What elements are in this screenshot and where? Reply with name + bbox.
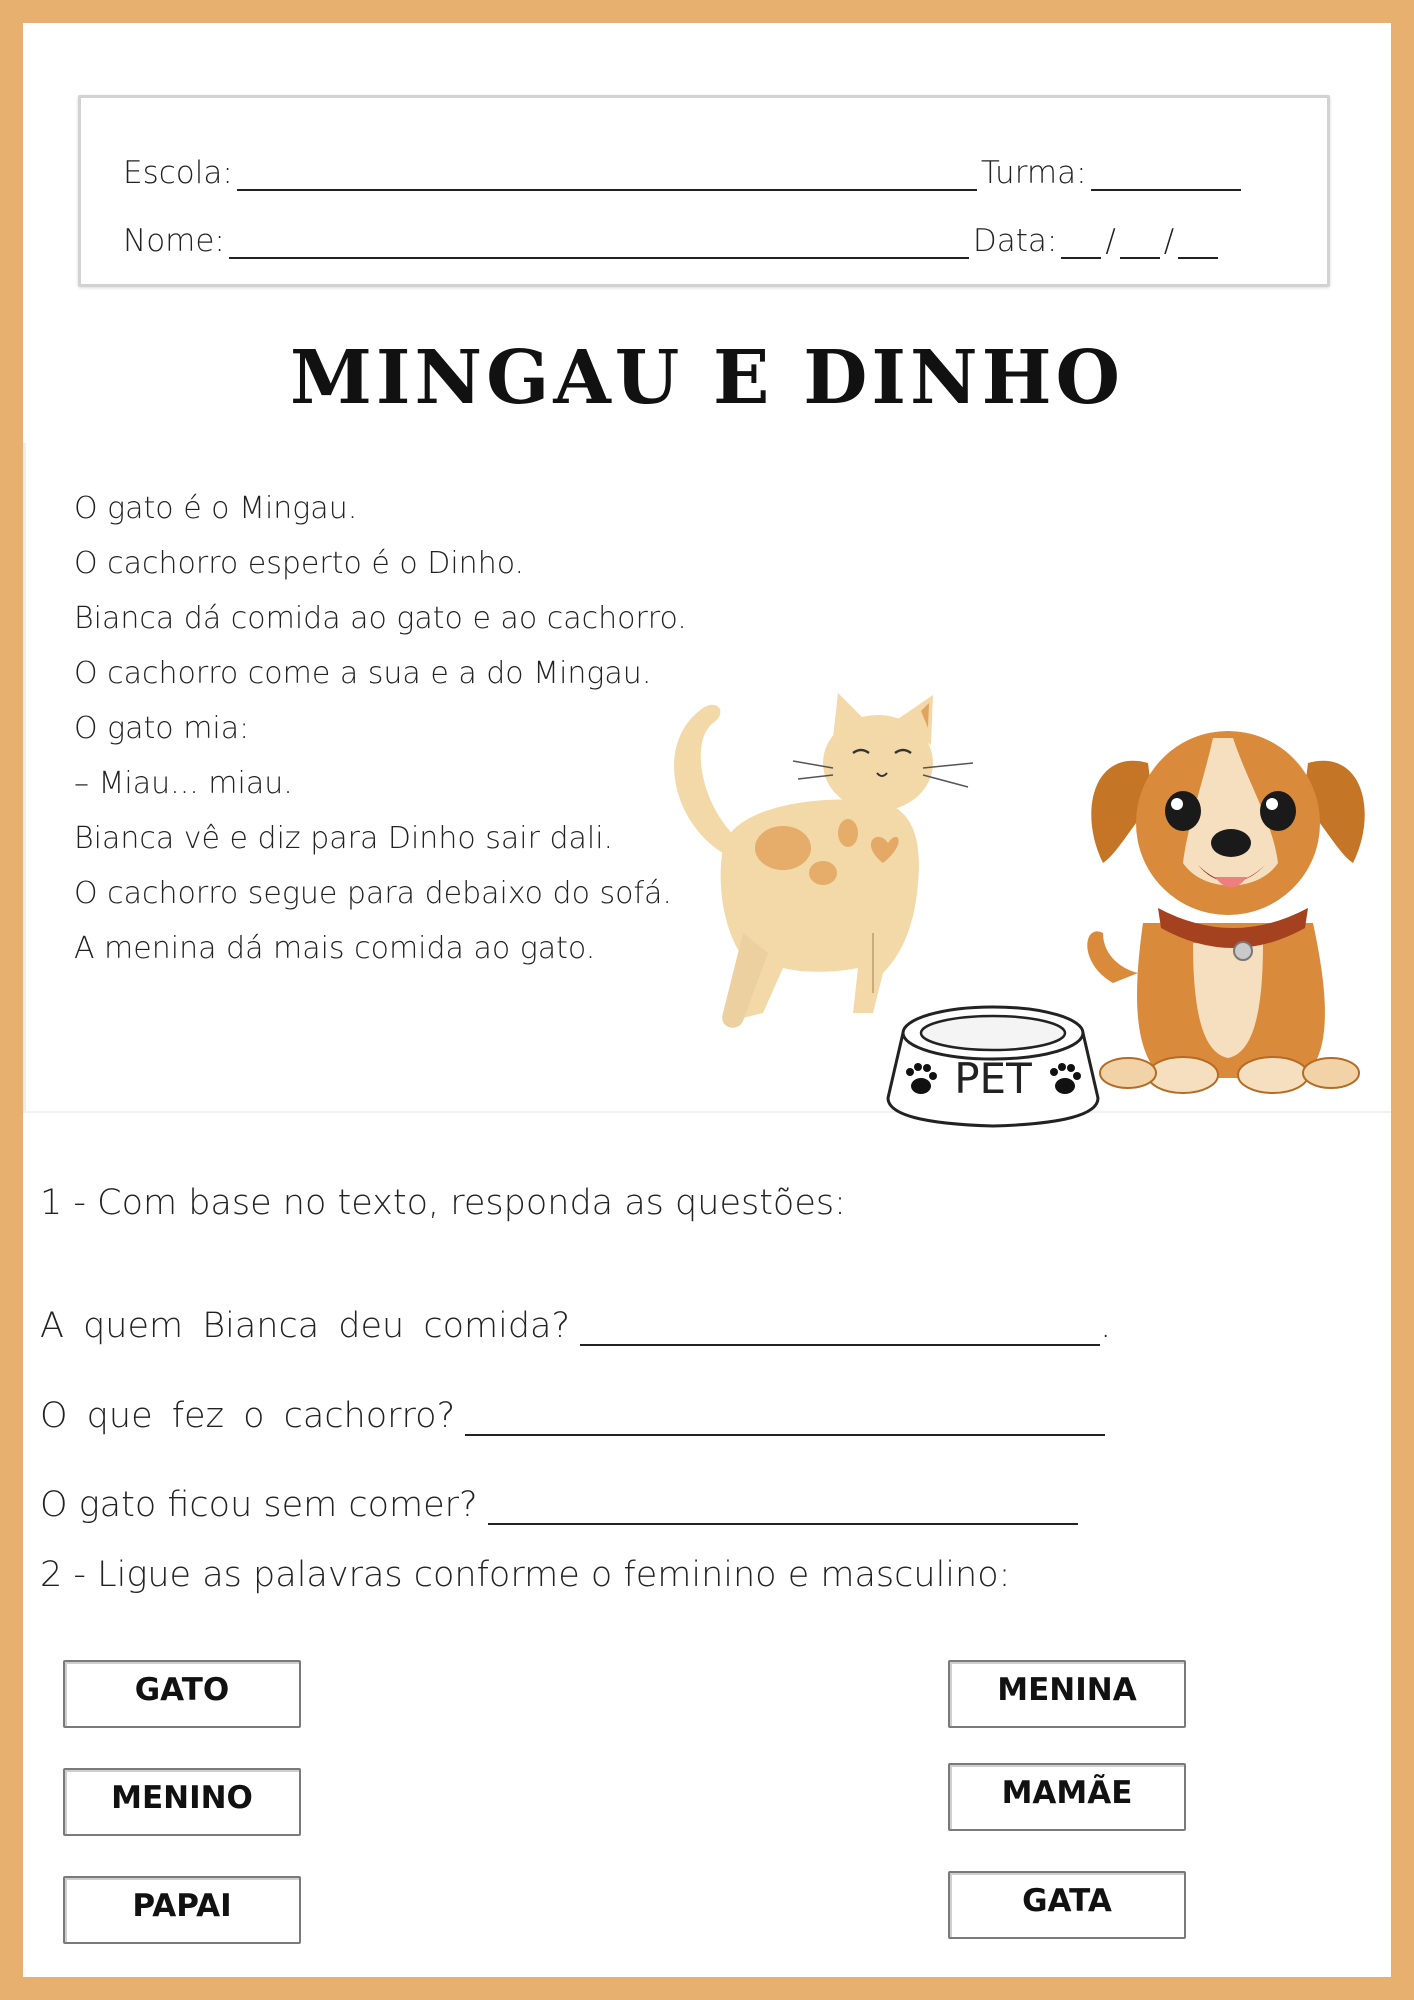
story-line: O cachorro esperto é o Dinho. [74, 546, 525, 581]
story-line: O gato mia: [74, 711, 250, 746]
match-left-word[interactable]: MENINO [63, 1768, 301, 1836]
date-day-line[interactable] [1061, 227, 1101, 259]
school-field [123, 155, 1245, 191]
match-right-word[interactable]: MAMÃE [948, 1763, 1186, 1831]
match-left-word[interactable]: GATO [63, 1660, 301, 1728]
question-2-heading: 2 - Ligue as palavras conforme o feminino e masculino: [40, 1555, 1011, 1595]
name-field [123, 223, 1222, 259]
name-label: Nome: [123, 223, 225, 259]
story-line: O gato é o Mingau. [74, 491, 358, 526]
pet-bowl-icon [883, 988, 1103, 1138]
question-1b [40, 1396, 1105, 1436]
story-line: – Miau... miau. [74, 766, 293, 801]
puppy-icon [1073, 693, 1383, 1093]
class-input-line[interactable] [1091, 159, 1241, 191]
date-label: Data: [972, 223, 1058, 259]
name-input-line[interactable] [229, 227, 969, 259]
school-input-line[interactable] [237, 159, 977, 191]
story-line: A menina dá mais comida ao gato. [74, 931, 596, 966]
question-text: A quem Bianca deu comida? [40, 1306, 571, 1346]
story-line: O cachorro segue para debaixo do sofá. [74, 876, 672, 911]
question-1a [40, 1306, 1111, 1346]
date-slash: / [1105, 223, 1116, 259]
worksheet-page [23, 23, 1391, 1977]
match-right-word[interactable]: MENINA [948, 1660, 1186, 1728]
answer-line-1a[interactable] [580, 1312, 1100, 1346]
school-label: Escola: [123, 155, 233, 191]
question-1c [40, 1485, 1078, 1525]
match-right-word[interactable]: GATA [948, 1871, 1186, 1939]
question-text: O gato ficou sem comer? [40, 1485, 478, 1525]
question-end: . [1100, 1306, 1112, 1346]
bowl-label: PET [954, 1054, 1032, 1103]
match-left-word[interactable]: PAPAI [63, 1876, 301, 1944]
story-line: Bianca vê e diz para Dinho sair dali. [74, 821, 614, 856]
date-slash: / [1163, 223, 1175, 259]
date-year-line[interactable] [1178, 227, 1218, 259]
story-line: O cachorro come a sua e a do Mingau. [74, 656, 652, 691]
date-month-line[interactable] [1120, 227, 1160, 259]
answer-line-1c[interactable] [488, 1491, 1078, 1525]
question-text: O que fez o cachorro? [40, 1396, 456, 1436]
question-1-heading: 1 - Com base no texto, responda as questões: [40, 1183, 846, 1223]
class-label: Turma: [980, 155, 1087, 191]
answer-line-1b[interactable] [465, 1402, 1105, 1436]
story-line: Bianca dá comida ao gato e ao cachorro. [74, 601, 687, 636]
page-title: MINGAU E DINHO [289, 335, 1125, 421]
